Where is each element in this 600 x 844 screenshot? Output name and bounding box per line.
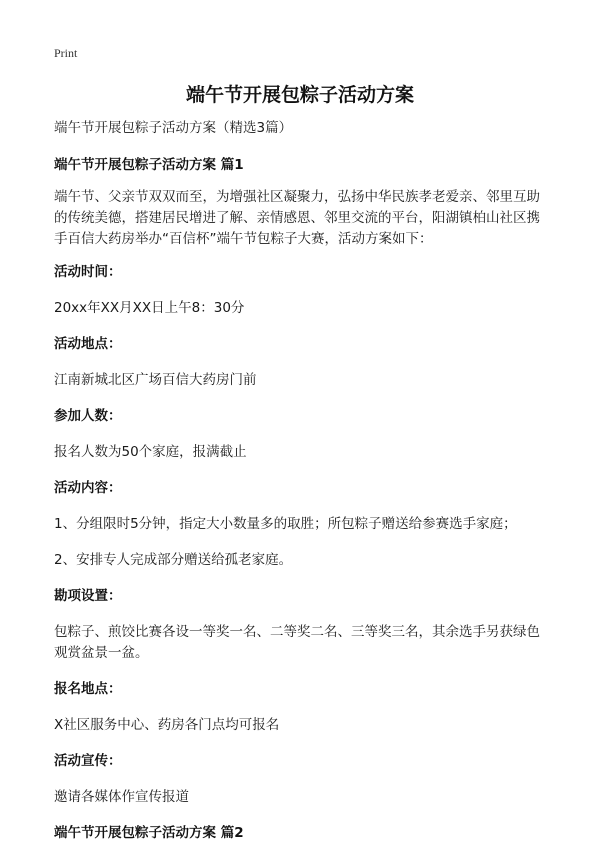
time-value: 20xx年XX月XX日上午8：30分	[54, 300, 245, 316]
article1-intro	[54, 187, 554, 250]
article2-heading: 端午节开展包粽子活动方案 篇2	[54, 825, 244, 841]
intro-line: 手百信大药房举办“百信杯”端午节包粽子大赛，活动方案如下：	[54, 231, 433, 247]
people-value: 报名人数为50个家庭，报满截止	[54, 444, 247, 460]
award-line: 观赏盆景一盆。	[54, 645, 149, 661]
content-item-2: 2、安排专人完成部分赠送给孤老家庭。	[54, 552, 293, 568]
people-label: 参加人数：	[54, 408, 122, 424]
award-line: 包粽子、煎饺比赛各设一等奖一名、二等奖二名、三等奖三名，其余选手另获绿色	[54, 624, 540, 640]
promo-value: 邀请各媒体作宣传报道	[54, 789, 189, 805]
intro-line: 的传统美德，搭建居民增进了解、亲情感恩、邻里交流的平台，阳湖镇柏山社区携	[54, 210, 540, 226]
time-label: 活动时间：	[54, 264, 122, 280]
document-subtitle: 端午节开展包粽子活动方案（精选3篇）	[54, 120, 293, 136]
page-title: 端午节开展包粽子活动方案	[185, 84, 414, 106]
signup-label: 报名地点：	[54, 681, 122, 697]
content-label: 活动内容：	[54, 480, 122, 496]
signup-value: X社区服务中心、药房各门点均可报名	[54, 717, 280, 733]
article1-heading: 端午节开展包粽子活动方案 篇1	[54, 157, 244, 173]
intro-line: 端午节、父亲节双双而至，为增强社区凝聚力，弘扬中华民族孝老爱亲、邻里互助	[54, 189, 540, 205]
award-label: 勘项设置：	[54, 588, 122, 604]
place-label: 活动地点：	[54, 336, 122, 352]
promo-label: 活动宣传：	[54, 753, 122, 769]
award-text	[54, 622, 554, 664]
article-body	[54, 118, 554, 844]
content-item-1: 1、分组限时5分钟，指定大小数量多的取胜；所包粽子赠送给参赛选手家庭；	[54, 516, 517, 532]
place-value: 江南新城北区广场百信大药房门前	[54, 372, 257, 388]
print-link[interactable]: Print	[54, 46, 78, 60]
